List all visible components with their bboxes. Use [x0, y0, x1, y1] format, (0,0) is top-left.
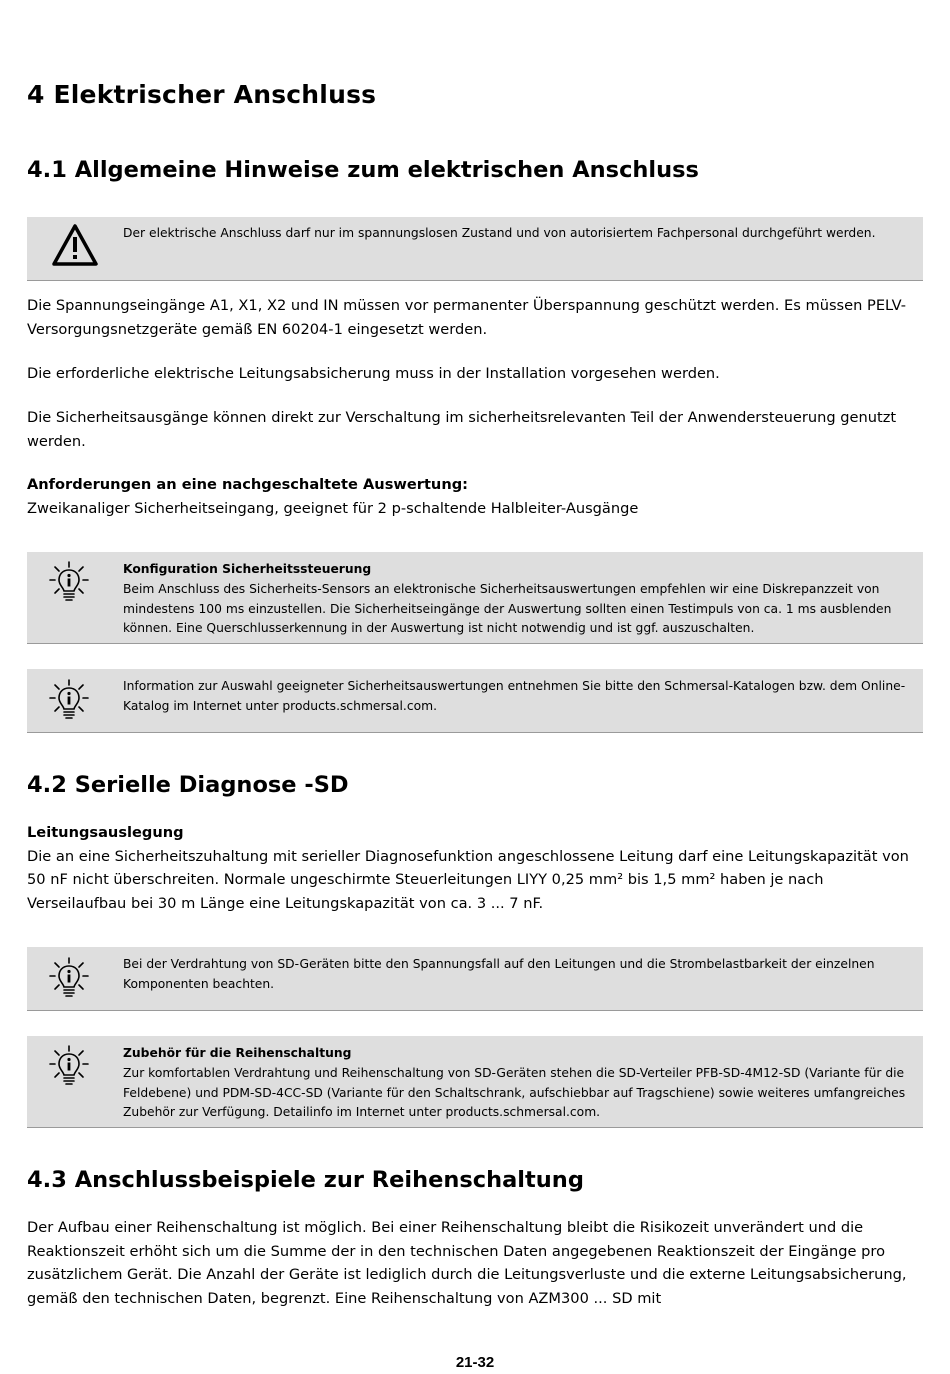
requirements-text: Zweikanaliger Sicherheitseingang, geeignet für 2 p-schaltende Halbleiter-Ausgänge — [27, 499, 639, 517]
info-box-accessories — [27, 1036, 923, 1128]
info-box-accessories-body: Zur komfortablen Verdrahtung und Reihenschaltung von SD-Geräten stehen die SD-Verteiler PFB-SD-4M12-SD (Variante für die Feldebene) und PDM-SD-4CC-SD (Variante für den Schaltschrank, aufschiebbar auf Tragschiene) sowie weiteres umfangreiches Zubehör zur Verfügung. Detailinfo im Internet unter products.schmersal.com. — [123, 1065, 906, 1120]
lightbulb-info-icon — [49, 957, 89, 999]
warning-triangle-icon — [51, 223, 99, 267]
requirements-label: Anforderungen an eine nachgeschaltete Auswertung: — [27, 476, 468, 493]
info-box-configuration-title: Konfiguration Sicherheitssteuerung — [123, 562, 372, 576]
paragraph-series-connection: Der Aufbau einer Reihenschaltung ist möglich. Bei einer Reihenschaltung bleibt die Risikozeit unverändert und die Reaktionszeit erhöht sich um die Summe der in den technischen Daten angegebenen Reaktionszeit der Eingänge pro zusätzlichem Gerät. Die Anzahl der Geräte ist lediglich durch die Leitungsverluste und die externe Leitungsabsicherung, gemäß den technischen Daten, begrenzt. Eine Reihenschaltung von AZM300 ... SD mit — [27, 1219, 907, 1307]
info-box-configuration-text — [123, 560, 915, 639]
section-4-1-title: 4.1 Allgemeine Hinweise zum elektrischen Anschluss — [27, 157, 699, 183]
info-box-accessories-text — [123, 1044, 915, 1123]
requirements-block — [27, 473, 923, 520]
warning-text: Der elektrische Anschluss darf nur im spannungslosen Zustand und von autorisiertem Fachpersonal durchgeführt werden. — [123, 226, 876, 240]
lightbulb-info-icon — [49, 679, 89, 721]
info-box-accessories-title: Zubehör für die Reihenschaltung — [123, 1046, 352, 1060]
info-box-voltage-drop-text: Bei der Verdrahtung von SD-Geräten bitte den Spannungsfall auf den Leitungen und die Strombelastbarkeit der einzelnen Komponenten beachten. — [123, 957, 875, 991]
info-box-catalog-text: Information zur Auswahl geeigneter Sicherheitsauswertungen entnehmen Sie bitte den Schmersal-Katalogen bzw. dem Online-Katalog im Internet unter products.schmersal.com. — [123, 679, 906, 713]
lightbulb-info-icon — [49, 1045, 89, 1087]
section-4-2-title: 4.2 Serielle Diagnose -SD — [27, 772, 349, 798]
paragraph-safety-outputs: Die Sicherheitsausgänge können direkt zur Verschaltung im sicherheitsrelevanten Teil der Anwendersteuerung genutzt werden. — [27, 409, 897, 450]
lightbulb-info-icon — [49, 561, 89, 603]
paragraph-overvoltage: Die Spannungseingänge A1, X1, X2 und IN müssen vor permanenter Überspannung geschützt werden. Es müssen PELV-Versorgungsnetzgeräte gemäß EN 60204-1 eingesetzt werden. — [27, 297, 906, 338]
cable-design-text: Die an eine Sicherheitszuhaltung mit serieller Diagnosefunktion angeschlossene Leitung darf eine Leitungskapazität von 50 nF nicht überschreiten. Normale ungeschirmte Steuerleitungen LIYY 0,25 mm² bis 1,5 mm² haben je nach Verseilaufbau bei 30 m Länge eine Leitungskapazität von ca. 3 ... 7 nF. — [27, 847, 909, 912]
cable-design-block — [27, 821, 923, 915]
warning-box — [27, 217, 923, 281]
cable-design-label: Leitungsauslegung — [27, 824, 184, 841]
info-box-configuration-body: Beim Anschluss des Sicherheits-Sensors an elektronische Sicherheitsauswertungen empfehlen wir eine Diskrepanzzeit von mindestens 100 ms einzustellen. Die Sicherheitseingänge der Auswertung sollten einen Testimpuls von ca. 1 ms ausblenden können. Eine Querschlusserkennung in der Auswertung ist nicht notwendig und ist ggf. auszuschalten. — [123, 581, 892, 636]
info-box-configuration — [27, 552, 923, 644]
page-number: 21-32 — [455, 1354, 495, 1371]
section-4-3-title: 4.3 Anschlussbeispiele zur Reihenschaltung — [27, 1167, 584, 1193]
chapter-title: 4 Elektrischer Anschluss — [27, 80, 377, 109]
info-box-catalog — [27, 669, 923, 733]
paragraph-fuse: Die erforderliche elektrische Leitungsabsicherung muss in der Installation vorgesehen werden. — [27, 365, 720, 382]
info-box-voltage-drop — [27, 947, 923, 1011]
